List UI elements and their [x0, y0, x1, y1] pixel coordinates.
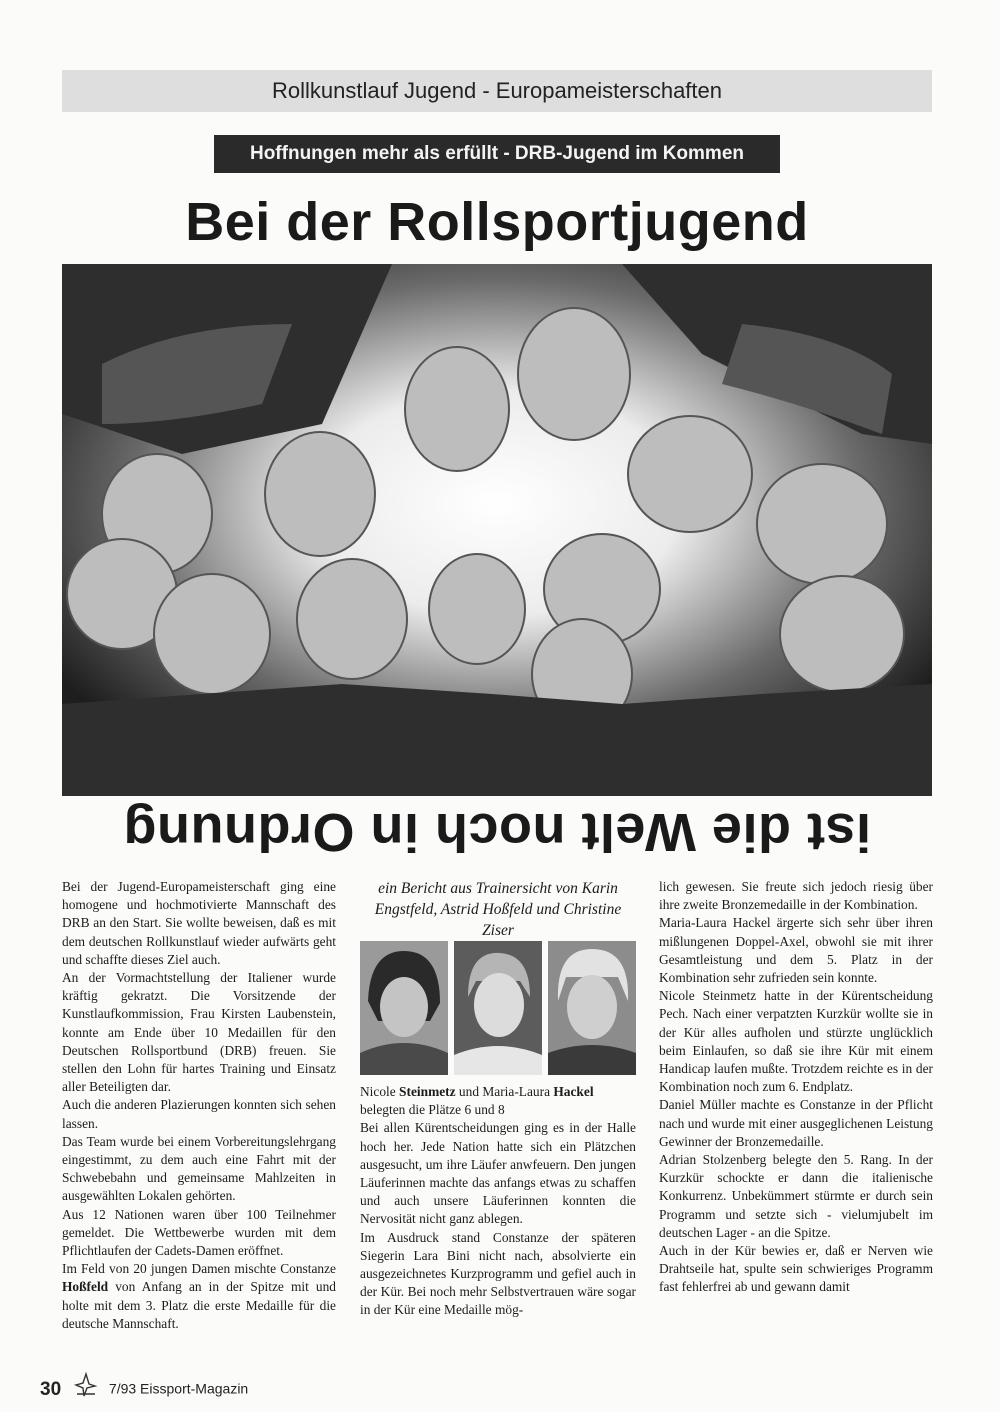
paragraph: Daniel Müller machte es Constanze in der Pflicht nach und wurde mit einer ausgeglichenen Leistung Gewinner der Bronzemedaille.: [659, 1097, 933, 1149]
page-footer: [40, 1372, 248, 1402]
portrait-photo-2: [454, 941, 542, 1075]
paragraph: Auch in der Kür bewies er, daß er Nerven wie Drahtseile hat, spulte sein schwieriges Programm fast fehlerfrei ab und gewann damit: [659, 1243, 933, 1295]
name-bold: Hoßfeld: [62, 1279, 109, 1295]
headline-bottom: ist die Welt noch in Ordnung: [123, 802, 871, 862]
text-run: Nicole: [360, 1084, 400, 1099]
paragraph: Das Team wurde bei einem Vorbereitungslehrgang eingestimmt, zu dem auch eine Fahrt mit der Schwebebahn und gemeinsame Mahlzeiten in ausgewählten Lokalen gehörten.: [62, 1133, 336, 1204]
article-column-1: [62, 878, 336, 1333]
paragraph: Im Ausdruck stand Constanze der späteren Siegerin Lara Bini nicht nach, absolvierte ein ausgezeichnetes Kurzprogramm und gefiel auch in der Kür. Bei noch mehr Selbstvertrauen wäre sogar in der Kür eine Medaille mög-: [360, 1229, 636, 1318]
paragraph: An der Vormachtstellung der Italiener wurde kräftig gekratzt. Die Vorsitzende der Kunstlaufkommission, Frau Kirsten Laubenstein, konnte am Ende über 10 Medaillen für den Deutschen Rollsportbund (DRB) freuen. Sie stellen den Lohn für hartes Training und Einsatz aller Beteiligten dar.: [62, 970, 336, 1095]
skater-logo-icon: [73, 1372, 99, 1408]
paragraph: Bei allen Kürentscheidungen ging es in der Halle hoch her. Jede Nation hatte sich ein Plätzchen ausgesucht, um ihre Läufer anwfeuern. Den jungen Läuferinnen machte das anfangs etwas zu schaffen und auch unsere Läuferinnen konnten die Nervosität nicht ganz ablegen.: [360, 1120, 636, 1227]
portrait-photo-1: [360, 941, 448, 1075]
paragraph: [62, 1260, 336, 1333]
text-run: von Anfang an in der Spitze mit und holte mit dem 3. Platz die erste Medaille für die deutsche Mannschaft.: [62, 1279, 336, 1331]
paragraph: Auch die anderen Plazierungen konnten sich sehen lassen.: [62, 1097, 336, 1131]
portrait-photos: [360, 941, 636, 1075]
article-column-2: [360, 878, 636, 1320]
paragraph: Adrian Stolzenberg belegte den 5. Rang. In der Kurzkür schockte er dann die italienische Konkurrenz. Unbekümmert stürmte er durch sein Programm und setzte sich - vielumjubelt im deutschen Lager - an die Spitze.: [659, 1152, 933, 1240]
name-bold: Hackel: [553, 1084, 594, 1099]
paragraph: Aus 12 Nationen waren über 100 Teilnehmer gemeldet. Die Wettbewerbe wurden mit dem Pflichtlaufen der Cadets-Damen eröffnet.: [62, 1206, 336, 1259]
portrait-photo-3: [548, 941, 636, 1075]
issue-label: 7/93 Eissport-Magazin: [108, 1380, 249, 1397]
paragraph: Maria-Laura Hackel ärgerte sich sehr über ihren mißlungenen Doppel-Axel, obwohl sie mit ihrer Gesamtleistung und dem 5. Platz in der Kombination sehr zufrieden sein konnte.: [659, 915, 933, 986]
paragraph: Nicole Steinmetz hatte in der Kürentscheidung Pech. Nach einer verpatzten Kurzkür wollte sie in der Kür alles aufholen und stürzte unglücklich beim Einlaufen, so daß sie ihre Kür mit einem Handicap laufen mußte. Trotzdem reichte es in der Kombination noch zum 6. Endplatz.: [659, 988, 933, 1095]
headline-top: Bei der Rollsportjugend: [185, 192, 809, 252]
paragraph: lich gewesen. Sie freute sich jedoch riesig über ihre zweite Bronzemedaille in der Kombination.: [659, 879, 933, 913]
article-column-3: [659, 878, 933, 1297]
byline: ein Bericht aus Trainersicht von Karin Engstfeld, Astrid Hoßfeld und Christine Ziser: [374, 880, 622, 939]
team-photo: [62, 264, 932, 796]
section-title: Rollkunstlauf Jugend - Europameisterschaften: [62, 70, 932, 112]
text-run: Im Feld von 20 jungen Damen mischte Constanze: [62, 1261, 336, 1277]
subheadline: Hoffnungen mehr als erfüllt - DRB-Jugend im Kommen: [214, 135, 780, 173]
paragraph: Bei der Jugend-Europameisterschaft ging eine homogene und hochmotivierte Mannschaft des DRB an den Start. Sie wollte beweisen, daß es mit dem deutschen Rollkunstlauf wieder aufwärts geht und schaffte dieses Ziel auch.: [62, 879, 336, 967]
name-bold: Steinmetz: [399, 1084, 456, 1099]
photo-caption: [360, 1083, 636, 1119]
text-run: belegten die Plätze 6 und 8: [360, 1102, 505, 1118]
text-run: und Maria-Laura: [455, 1084, 554, 1099]
page-number: 30: [40, 1379, 62, 1400]
